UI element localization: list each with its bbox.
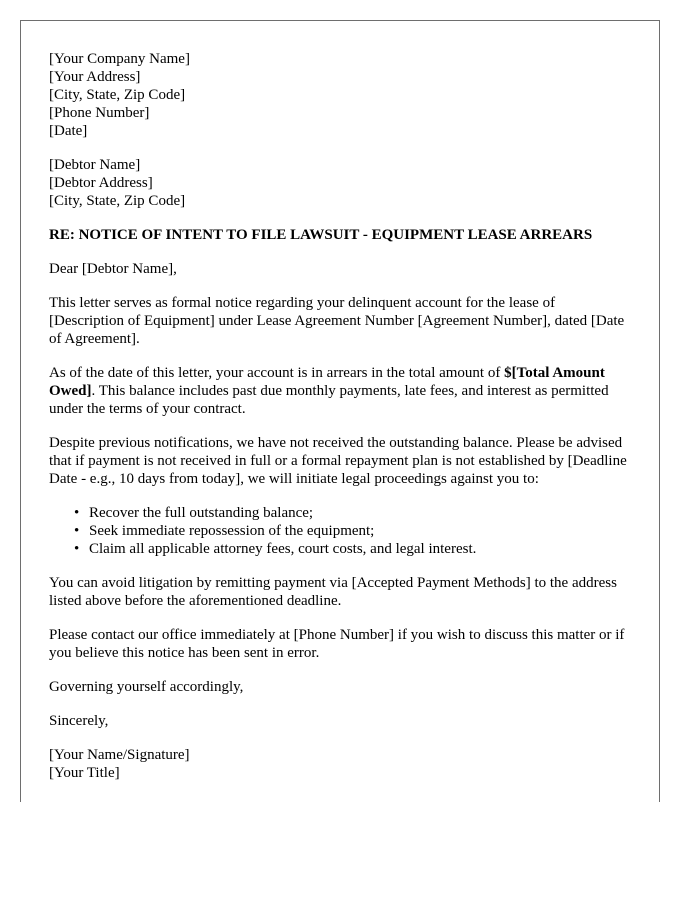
signature-block [49, 746, 631, 782]
sender-address-block [49, 50, 631, 140]
list-item [74, 504, 631, 522]
recipient-city-state-zip: [City, State, Zip Code] [49, 193, 186, 209]
recipient-address: [Debtor Address] [49, 175, 153, 191]
paragraph-payment: You can avoid litigation by remitting payment via [Accepted Payment Methods] to the address listed above before the aforementioned deadline. [49, 575, 617, 609]
signer-name: [Your Name/Signature] [49, 747, 190, 763]
paragraph-governing: Governing yourself accordingly, [49, 679, 244, 695]
arrears-text-end: . This balance includes past due monthly payments, late fees, and interest as permitted under the terms of your contract. [49, 383, 609, 417]
bullet-icon: • [74, 523, 80, 539]
letter-page [20, 20, 660, 802]
sender-company: [Your Company Name] [49, 51, 190, 67]
subject-line: RE: NOTICE OF INTENT TO FILE LAWSUIT - EQUIPMENT LEASE ARREARS [49, 227, 593, 243]
salutation: Dear [Debtor Name], [49, 261, 177, 277]
sender-phone: [Phone Number] [49, 105, 150, 121]
paragraph-notice: This letter serves as formal notice regarding your delinquent account for the lease of [Description of Equipment] under Lease Agreement Number [Agreement Number], dated [Date of Agreement]. [49, 295, 625, 347]
paragraph-contact: Please contact our office immediately at [Phone Number] if you wish to discuss this matter or if you believe this notice has been sent in error. [49, 627, 625, 661]
list-item-text: Seek immediate repossession of the equipment; [89, 523, 375, 539]
recipient-address-block [49, 156, 631, 210]
signer-title: [Your Title] [49, 765, 120, 781]
paragraph-arrears [49, 364, 631, 418]
bullet-icon: • [74, 541, 80, 557]
bullet-icon: • [74, 505, 80, 521]
sender-city-state-zip: [City, State, Zip Code] [49, 87, 186, 103]
total-amount-owed: $[Total Amount Owed] [49, 365, 605, 399]
closing: Sincerely, [49, 713, 109, 729]
demands-list [49, 504, 631, 558]
list-item-text: Recover the full outstanding balance; [89, 505, 314, 521]
arrears-text-start: As of the date of this letter, your account is in arrears in the total amount of [49, 365, 505, 381]
list-item [74, 540, 631, 558]
list-item [74, 522, 631, 540]
letter-date: [Date] [49, 123, 88, 139]
list-item-text: Claim all applicable attorney fees, court costs, and legal interest. [89, 541, 477, 557]
sender-address: [Your Address] [49, 69, 141, 85]
recipient-name: [Debtor Name] [49, 157, 141, 173]
paragraph-warning: Despite previous notifications, we have not received the outstanding balance. Please be advised that if payment is not received in full or a formal repayment plan is not established by [Deadline Date - e.g., 10 days from today], we will initiate legal proceedings against you to: [49, 435, 627, 487]
